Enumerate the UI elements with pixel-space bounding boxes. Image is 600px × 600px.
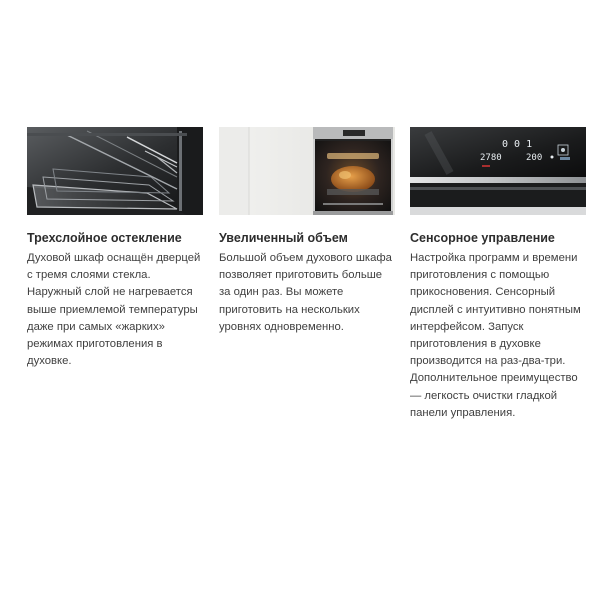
feature-description: Духовой шкаф оснащён дверцей с тремя слоями стекла. Наружный слой не нагревается выше приемлемой температуры даже при самых «жарких» режимах приготовления в духовке. — [27, 252, 201, 368]
feature-description: Настройка программ и времени приготовления с помощью прикосновения. Сенсорный дисплей с интуитивно понятным интерфейсом. Запуск приготовления в духовке производится на раз-два-три. Дополнительное преимущество — легкость очистки гладкой панели управления. — [410, 252, 581, 419]
oven-glass-door-image — [27, 127, 203, 215]
feature-title: Сенсорное управление — [410, 231, 555, 245]
feature-description: Большой объем духового шкафа позволяет приготовить больше за один раз. Вы можете приготовить на нескольких уровнях одновременно. — [219, 252, 392, 333]
feature-increased-volume — [219, 127, 395, 336]
oven-glass-door-illustration — [27, 127, 203, 215]
feature-title: Трехслойное остекление — [27, 231, 182, 245]
oven-touch-display-illustration — [410, 127, 586, 215]
display-time-digits: 2780 — [480, 153, 502, 163]
display-temperature-digits: 200 — [526, 153, 543, 163]
feature-touch-control — [410, 127, 586, 422]
oven-touch-display-image — [410, 127, 586, 215]
display-top-digits: 0 0 1 — [502, 139, 533, 150]
oven-roast-chicken-image — [219, 127, 395, 215]
oven-roast-chicken-illustration — [219, 127, 395, 215]
feature-triple-glazing — [27, 127, 203, 370]
feature-title: Увеличенный объем — [219, 231, 348, 245]
